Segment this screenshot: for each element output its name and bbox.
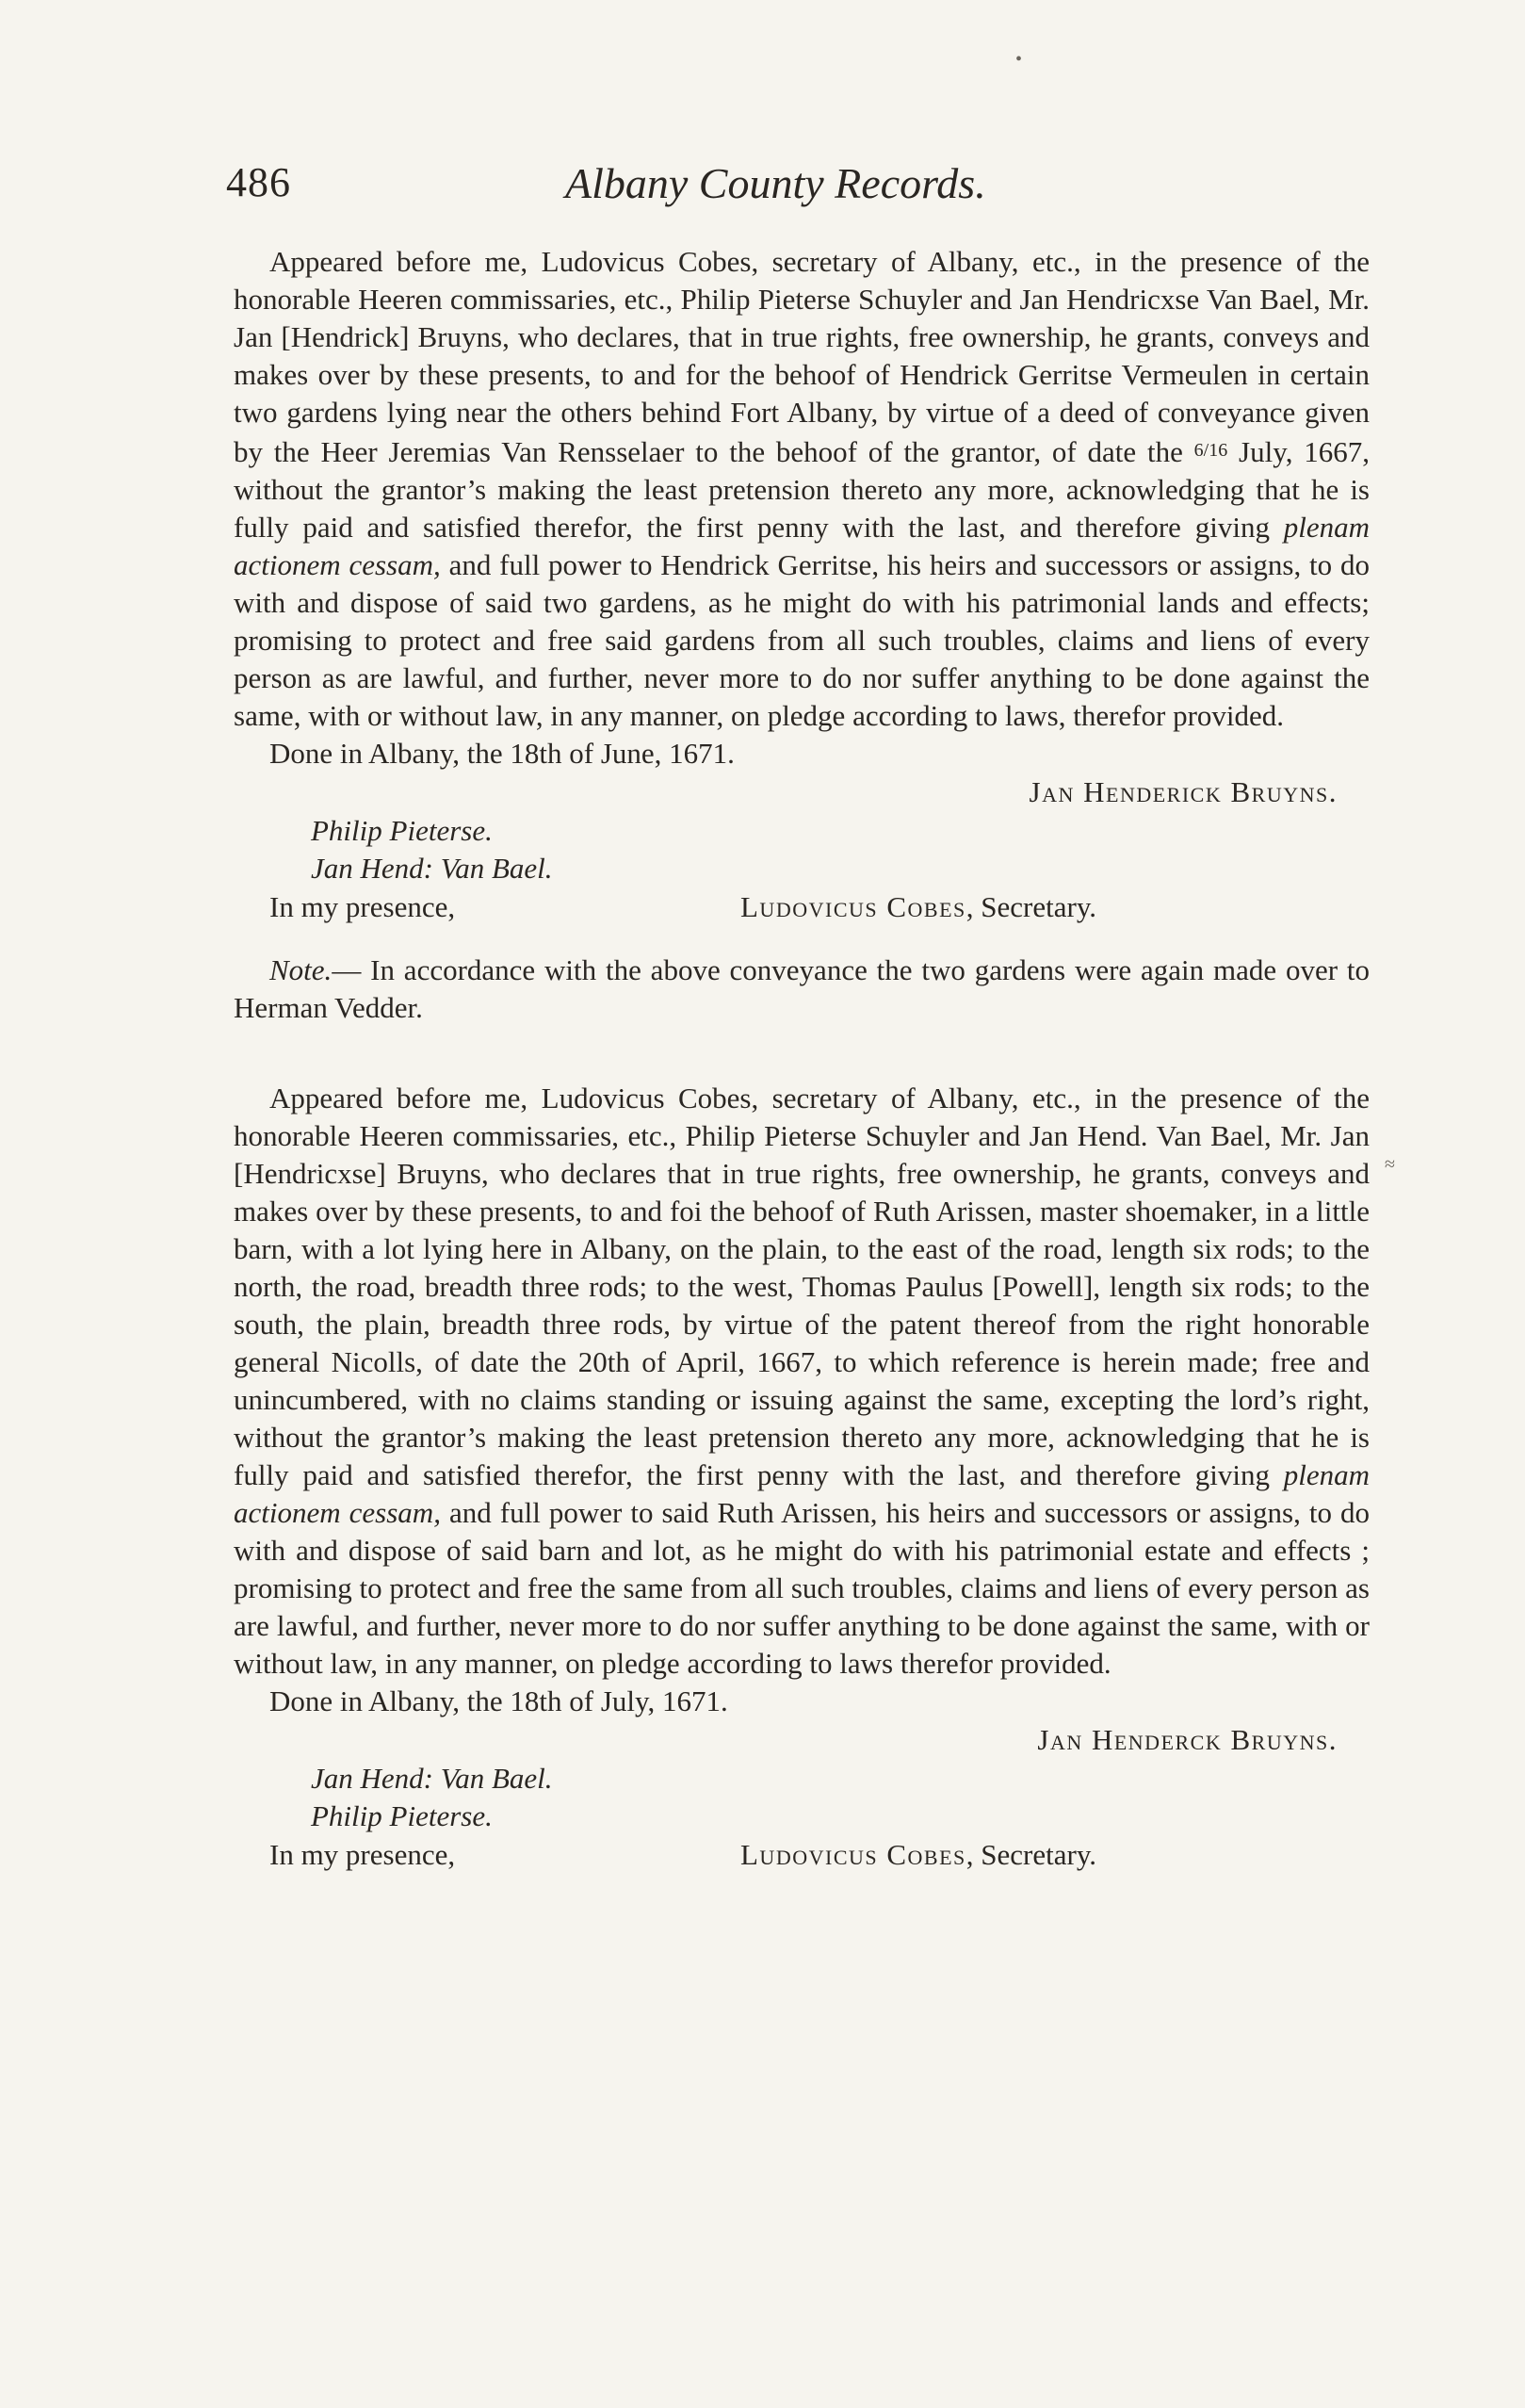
secretary-name: Ludovicus Cobes: [740, 1838, 966, 1871]
presence-label: In my presence,: [269, 1838, 456, 1871]
deed-paragraph-2: [234, 1080, 1370, 1683]
secretary-title: , Secretary.: [965, 890, 1097, 923]
grantor-signature: Jan Henderick Bruyns.: [1029, 775, 1338, 808]
attestation-row: [269, 887, 1370, 927]
done-line: Done in Albany, the 18th of June, 1671.: [269, 737, 735, 770]
note-paragraph: [234, 952, 1370, 1027]
ink-speck: •: [1015, 49, 1023, 70]
spacer: [234, 1027, 1370, 1080]
latin-phrase: plenam actionem cessam,: [234, 1458, 1370, 1529]
note-text: — In accordance with the above conveyance the two gardens were again made over to Herman Vedder.: [234, 953, 1370, 1024]
spacer: [234, 927, 1370, 952]
date-fraction: 6/16: [1193, 440, 1228, 461]
witness-name: Jan Hend: Van Bael.: [311, 852, 553, 885]
secretary-name: Ludovicus Cobes: [740, 890, 966, 923]
deed-text-part: Appeared before me, Ludovicus Cobes, secretary of Albany, etc., in the presence of the honorable Heeren commissaries, etc., Philip Pieterse Schuyler and Jan Hend. Van Bael, Mr. Jan [Hendricxse] Bruyns, who declares that in true rights, free ownership, he grants, conveys and makes over by these presents, to and foi the behoof of Ruth Arissen, master shoemaker, in a little barn, with a lot lying here in Albany, on the plain, to the east of the road, length six rods; to the north, the road, breadth three rods; to the west, Thomas Paulus [Powell], length six rods; to the south, the plain, breadth three rods, by virtue of the patent thereof from the right honorable general Nicolls, of date the 20th of April, 1667, to which reference is herein made; free and unincumbered, with no claims standing or issuing against the same, excepting the lord’s right, without the grantor’s making the least pretension thereto any more, acknowledging that he is fully paid and satisfied therefor, the first penny with the last, and therefore giving: [234, 1082, 1370, 1491]
running-title: Albany County Records.: [565, 159, 986, 207]
page-header: [226, 158, 1375, 215]
secretary-attestation: [740, 1835, 1096, 1875]
deed-text-part: and full power to Hendrick Gerritse, his heirs and successors or assigns, to do with and dispose of said two gardens, as he might do with his patrimonial lands and effects; promising to protect and free said gardens from all such troubles, claims and liens of every person as are lawful, and further, never more to do nor suffer anything to be done against the same, with or without law, in any manner, on pledge according to laws, therefor provided.: [234, 548, 1370, 732]
presence-label: In my presence,: [269, 890, 456, 923]
latin-phrase: plenam actionem cessam,: [234, 511, 1370, 581]
witness-name: Philip Pieterse.: [311, 1799, 493, 1832]
deed-paragraph-1: [234, 243, 1370, 735]
attestation-row: [269, 1835, 1370, 1875]
page-body: [234, 243, 1370, 1875]
deed-text-part: July, 1667, without the grantor’s making the least pretension thereto any more, acknowledging that he is fully paid and satisfied therefor, the first penny with the last, and therefore giving: [234, 435, 1371, 544]
secretary-attestation: [740, 887, 1096, 927]
note-label: Note.: [269, 953, 333, 986]
margin-mark: ≈: [1385, 1154, 1395, 1175]
deed-text-part: and full power to said Ruth Arissen, his heirs and successors or assigns, to do with and dispose of said barn and lot, as he might do with his patrimonial estate and effects ; promising to protect and free the same from all such troubles, claims and liens of every person as are lawful, and further, never more to do nor suffer anything to be done against the same, with or without law, in any manner, on pledge according to laws therefor provided.: [234, 1496, 1371, 1680]
grantor-signature: Jan Henderck Bruyns.: [1037, 1723, 1338, 1756]
deed-text-part: Appeared before me, Ludovicus Cobes, secretary of Albany, etc., in the presence of the honorable Heeren commissaries, etc., Philip Pieterse Schuyler and Jan Hendricxse Van Bael, Mr. Jan [Hendrick] Bruyns, who declares, that in true rights, free ownership, he grants, conveys and makes over by these presents, to and for the behoof of Hendrick Gerritse Vermeulen in certain two gardens lying near the others behind Fort Albany, by virtue of a deed of conveyance given by the Heer Jeremias Van Rensselaer to the behoof of the grantor, of date the: [234, 245, 1370, 468]
secretary-title: , Secretary.: [965, 1838, 1097, 1871]
page-number: 486: [226, 159, 291, 205]
witness-name: Jan Hend: Van Bael.: [311, 1762, 553, 1795]
done-line: Done in Albany, the 18th of July, 1671.: [269, 1684, 728, 1717]
witness-name: Philip Pieterse.: [311, 814, 493, 847]
